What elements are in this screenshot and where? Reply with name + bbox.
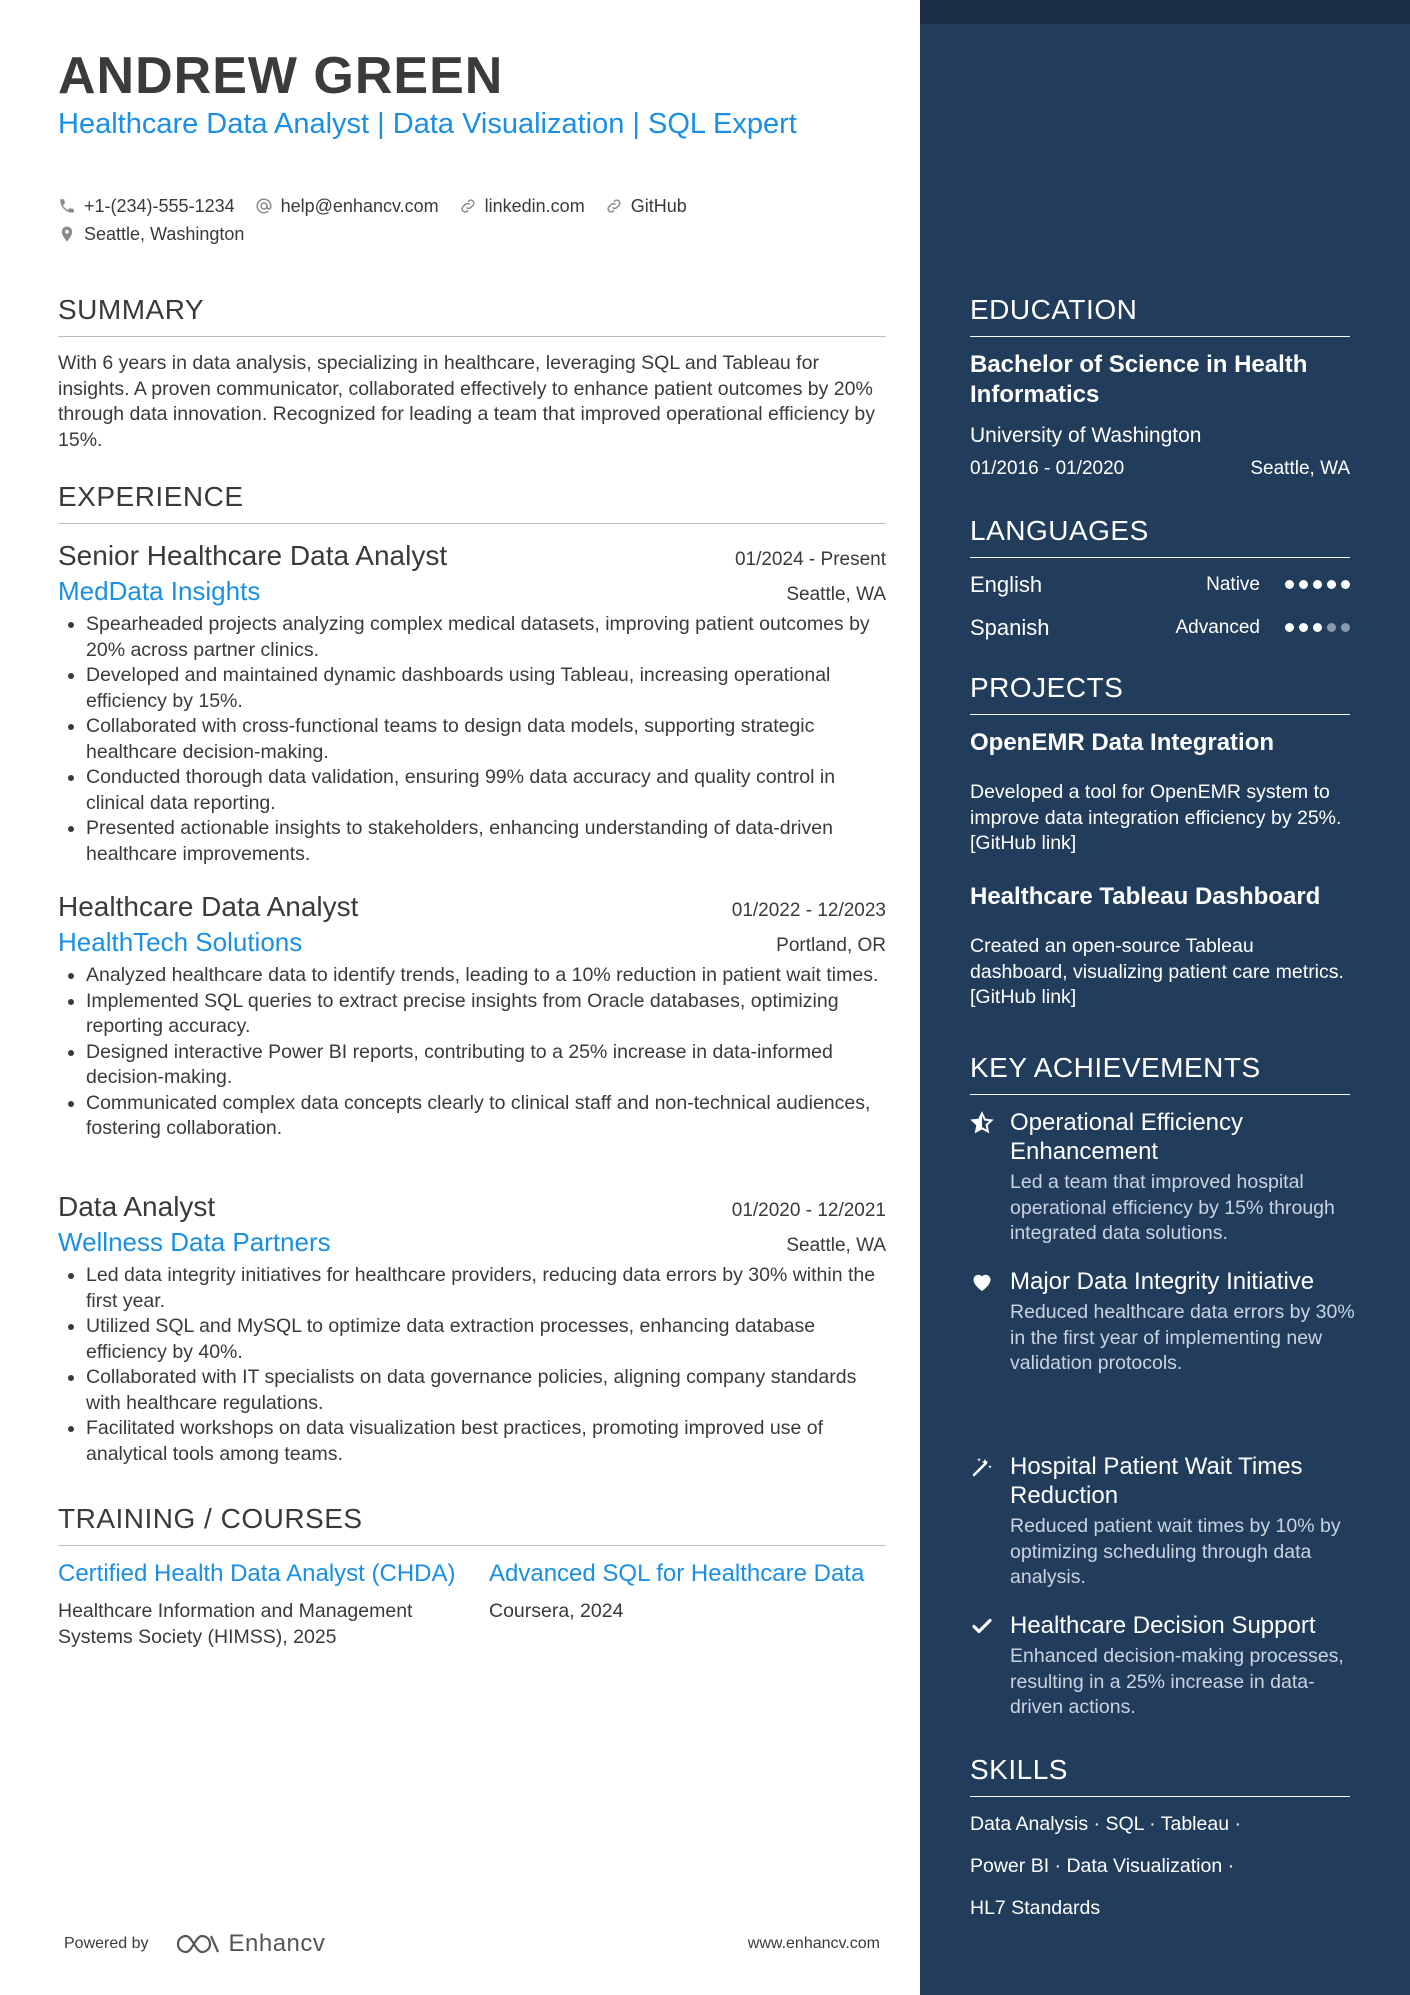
education-location: Seattle, WA [1250,458,1350,479]
achievement-item [970,1452,1360,1591]
project-entry [970,882,1350,1011]
job-title: Data Analyst [58,1191,216,1222]
language-item [970,606,1350,649]
language-level: Native [1206,573,1260,595]
job-title: Healthcare Data Analyst [58,891,359,922]
job-company: Wellness Data Partners [58,1227,331,1257]
brand-name: Enhancv [228,1930,326,1957]
course-provider: Healthcare Information and Management Systems Society (HIMSS), 2025 [58,1600,413,1648]
job-dates: 01/2024 - Present [734,549,886,570]
course-title: Advanced SQL for Healthcare Data [489,1560,865,1587]
bullet-item: • Analyzed healthcare data to identify trends, leading to a 10% reduction in patient wait times. [86,963,886,989]
job-bullets [58,963,886,1142]
language-item [970,563,1350,606]
languages-heading: LANGUAGES [970,515,1350,558]
bullet-item: • Presented actionable insights to stakeholders, enhancing understanding of data-driven healthcare improvements. [86,816,886,867]
heart-icon [970,1270,996,1296]
rating-dot-filled [1341,580,1350,589]
bullet-item: • Communicated complex data concepts clearly to clinical staff and non-technical audiences, fostering collaboration. [86,1091,886,1142]
skills-heading: SKILLS [970,1754,1350,1797]
email-contact[interactable] [255,196,439,217]
job-entry [58,1189,886,1467]
bullet-item: • Developed and maintained dynamic dashboards using Tableau, increasing operational efficiency by 15%. [86,663,886,714]
achievement-title: Healthcare Decision Support [1010,1612,1316,1639]
check-icon [970,1614,996,1640]
at-icon [255,197,273,215]
job-title: Senior Healthcare Data Analyst [58,540,448,571]
education-entry [970,350,1350,480]
education-dates: 01/2016 - 01/2020 [970,458,1125,479]
project-title: OpenEMR Data Integration [970,729,1275,756]
education-heading: EDUCATION [970,294,1350,337]
achievement-item [970,1267,1360,1377]
email-text: help@enhancv.com [280,195,439,216]
linkedin-text: linkedin.com [484,195,585,216]
enhancv-logo-icon [175,1932,221,1956]
summary-text: With 6 years in data analysis, specializing in healthcare, leveraging SQL and Tableau for insights. A proven communicator, collaborated effectively to enhance patient outcomes by 20% through data innovation. Recognized for leading a team that improved operational efficiency by 15%. [58,352,875,451]
footer-url[interactable]: www.enhancv.com [747,1935,880,1952]
bullet-item: • Implemented SQL queries to extract precise insights from Oracle databases, optimizing reporting accuracy. [86,989,886,1040]
language-level: Advanced [1175,616,1260,638]
job-entry [58,889,886,1142]
course-entry [489,1559,889,1625]
sidebar-column [920,0,1410,1995]
rating-dot-filled [1327,580,1336,589]
bullet-item: • Facilitated workshops on data visualization best practices, promoting improved use of analytical tools among teams. [86,1416,886,1467]
bullet-item: • Utilized SQL and MySQL to optimize data extraction processes, enhancing database efficiency by 40%. [86,1314,886,1365]
link-icon [459,197,477,215]
magic-wand-icon [970,1455,996,1481]
experience-heading: EXPERIENCE [58,481,886,524]
achievement-description: Enhanced decision-making processes, resulting in a 25% increase in data-driven actions. [1010,1645,1344,1718]
job-company: MedData Insights [58,576,261,606]
achievement-description: Reduced patient wait times by 10% by optimizing scheduling through data analysis. [1010,1515,1341,1588]
location-text: Seattle, Washington [84,223,245,244]
rating-dot-filled [1313,580,1322,589]
rating-dot-filled [1313,623,1322,632]
star-icon [970,1111,996,1137]
job-location: Seattle, WA [786,1235,886,1256]
achievement-description: Reduced healthcare data errors by 30% in the first year of implementing new validation protocols. [1010,1301,1355,1374]
rating-dot-empty [1327,623,1336,632]
rating-dot-filled [1299,580,1308,589]
sidebar-top-bar [920,0,1410,24]
skills-line: Power BI · Data Visualization · [970,1855,1235,1877]
job-dates: 01/2022 - 12/2023 [731,900,886,921]
education-school: University of Washington [970,424,1202,447]
job-bullets [58,1263,886,1467]
phone-contact[interactable] [58,196,235,217]
link-icon [605,197,623,215]
project-description: Created an open-source Tableau dashboard, visualizing patient care metrics. [GitHub link] [970,935,1344,1008]
job-company: HealthTech Solutions [58,927,303,957]
job-location: Seattle, WA [786,584,886,605]
job-dates: 01/2020 - 12/2021 [731,1200,886,1221]
headline: Healthcare Data Analyst | Data Visualization | SQL Expert [58,108,797,140]
achievement-description: Led a team that improved hospital operational efficiency by 15% through integrated data solutions. [1010,1171,1335,1244]
powered-by-label: Powered by [64,1935,149,1952]
course-provider: Coursera, 2024 [489,1600,624,1622]
brand-block [64,1930,325,1958]
skills-line: Data Analysis · SQL · Tableau · [970,1813,1241,1835]
language-rating [1280,623,1350,632]
bullet-item: • Spearheaded projects analyzing complex medical datasets, improving patient outcomes by 20% across partner clinics. [86,612,886,663]
achievement-title: Major Data Integrity Initiative [1010,1268,1315,1295]
github-text: GitHub [630,195,687,216]
rating-dot-filled [1285,623,1294,632]
language-rating [1280,580,1350,589]
skills-line: HL7 Standards [970,1897,1101,1919]
summary-heading: SUMMARY [58,294,886,337]
course-title: Certified Health Data Analyst (CHDA) [58,1560,456,1587]
project-title: Healthcare Tableau Dashboard [970,883,1321,910]
linkedin-contact[interactable] [459,196,585,217]
phone-text: +1-(234)-555-1234 [84,195,235,216]
achievements-heading: KEY ACHIEVEMENTS [970,1052,1350,1095]
phone-icon [58,197,76,215]
bullet-item: • Collaborated with IT specialists on data governance policies, aligning company standards with healthcare regulations. [86,1365,886,1416]
education-degree: Bachelor of Science in Health Informatics [970,351,1308,408]
languages-list [970,563,1350,649]
projects-heading: PROJECTS [970,672,1350,715]
contact-info [58,192,888,248]
location-pin-icon [58,225,76,243]
job-entry [58,538,886,867]
rating-dot-filled [1299,623,1308,632]
bullet-item: • Led data integrity initiatives for healthcare providers, reducing data errors by 30% within the first year. [86,1263,886,1314]
achievement-title: Operational Efficiency Enhancement [1010,1109,1244,1165]
location-contact [58,224,244,245]
language-name: Spanish [970,614,1050,640]
candidate-name: ANDREW GREEN [58,47,504,105]
course-entry [58,1559,458,1650]
language-name: English [970,571,1043,597]
job-location: Portland, OR [776,935,886,956]
footer [64,1930,880,1958]
bullet-item: • Designed interactive Power BI reports, contributing to a 25% increase in data-informed decision-making. [86,1040,886,1091]
achievement-title: Hospital Patient Wait Times Reduction [1010,1453,1303,1509]
rating-dot-filled [1285,580,1294,589]
bullet-item: • Collaborated with cross-functional teams to design data models, supporting strategic healthcare decision-making. [86,714,886,765]
skills-list [970,1803,1350,1929]
bullet-item: • Conducted thorough data validation, ensuring 99% data accuracy and quality control in clinical data reporting. [86,765,886,816]
achievement-item [970,1611,1360,1721]
rating-dot-empty [1341,623,1350,632]
training-heading: TRAINING / COURSES [58,1503,886,1546]
project-description: Developed a tool for OpenEMR system to improve data integration efficiency by 25%. [GitHub link] [970,781,1342,854]
achievement-item [970,1108,1360,1247]
github-contact[interactable] [605,196,687,217]
job-bullets [58,612,886,867]
project-entry [970,728,1350,857]
